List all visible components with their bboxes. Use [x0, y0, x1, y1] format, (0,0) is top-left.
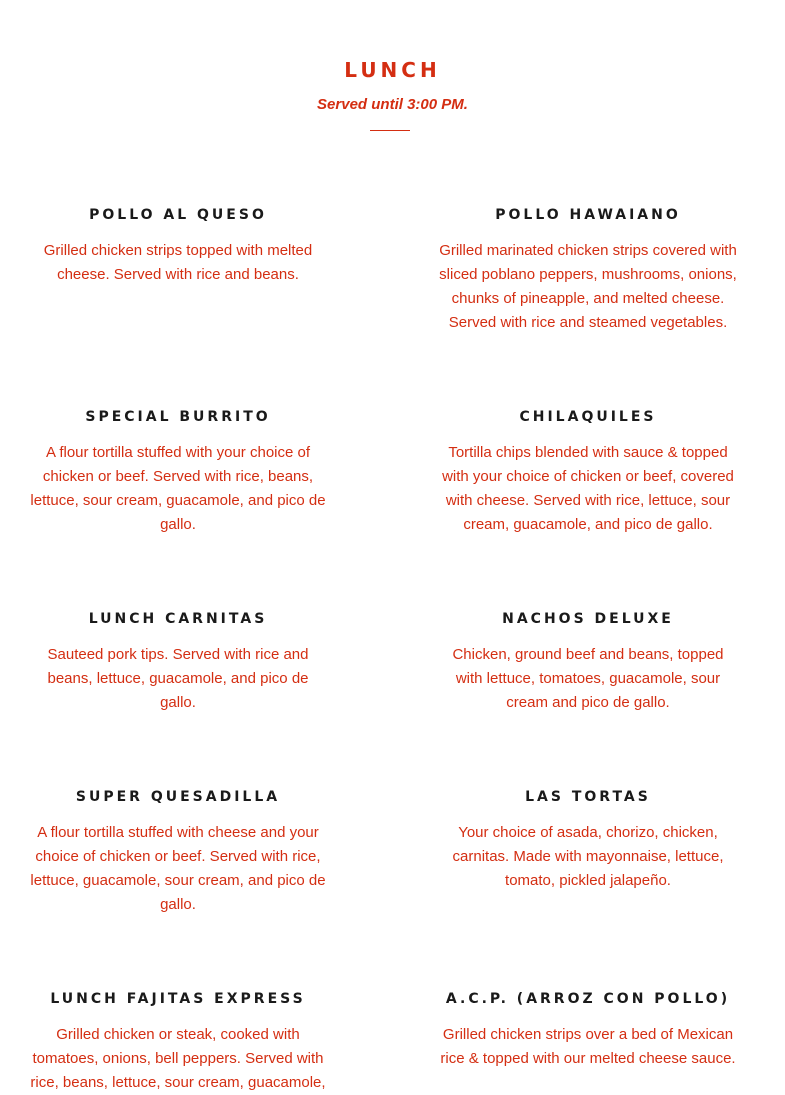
menu-item: [28, 787, 328, 917]
menu-item-description: Tortilla chips blended with sauce & topped with your choice of chicken or beef, covered with cheese. Served with rice, lettuce, sour cream, guacamole, and pico de gallo.: [442, 444, 734, 533]
menu-item: [438, 609, 738, 715]
section-title: LUNCH: [344, 58, 441, 82]
menu-item-description: Chicken, ground beef and beans, topped with lettuce, tomatoes, guacamole, sour cream and pico de gallo.: [452, 646, 724, 711]
menu-item-name: A.C.P. (ARROZ CON POLLO): [445, 991, 731, 1007]
menu-item-name: LAS TORTAS: [525, 789, 651, 805]
menu-item-name: LUNCH FAJITAS EXPRESS: [50, 991, 306, 1007]
menu-item-name: LUNCH CARNITAS: [88, 611, 268, 627]
menu-item: [438, 205, 738, 335]
menu-item: [28, 407, 328, 537]
menu-item: [28, 205, 328, 287]
section-subtitle: Served until 3:00 PM.: [317, 96, 468, 113]
menu-item-name: SPECIAL BURRITO: [85, 409, 271, 425]
menu-item-description: A flour tortilla stuffed with cheese and your choice of chicken or beef. Served with rice, lettuce, guacamole, sour cream, and pico de gallo.: [30, 824, 326, 913]
menu-item-description: Grilled marinated chicken strips covered with sliced poblano peppers, mushrooms, onions, chunks of pineapple, and melted cheese. Served with rice and steamed vegetables.: [439, 242, 737, 331]
menu-item: [28, 609, 328, 715]
menu-item-description: Your choice of asada, chorizo, chicken, carnitas. Made with mayonnaise, lettuce, tomato, pickled jalapeño.: [452, 824, 724, 889]
menu-item-description: A flour tortilla stuffed with your choice of chicken or beef. Served with rice, beans, lettuce, sour cream, guacamole, and pico de gallo.: [30, 444, 326, 533]
menu-item-name: POLLO HAWAIANO: [495, 207, 681, 223]
menu-item-name: NACHOS DELUXE: [502, 611, 674, 627]
menu-item: [28, 989, 328, 1095]
menu-item-name: CHILAQUILES: [519, 409, 657, 425]
menu-item: [438, 407, 738, 537]
menu-item: [438, 787, 738, 893]
menu-item-description: Grilled chicken strips topped with melted cheese. Served with rice and beans.: [43, 242, 313, 283]
menu-item-name: SUPER QUESADILLA: [75, 789, 281, 805]
menu-item-description: Grilled chicken strips over a bed of Mexican rice & topped with our melted cheese sauce.: [440, 1026, 736, 1067]
menu-item-name: POLLO AL QUESO: [89, 207, 267, 223]
menu-item: [438, 989, 738, 1071]
menu-item-description: Sauteed pork tips. Served with rice and beans, lettuce, guacamole, and pico de gallo.: [47, 646, 309, 711]
menu-item-description: Grilled chicken or steak, cooked with tomatoes, onions, bell peppers. Served with rice, beans, lettuce, sour cream, guacamole,: [30, 1026, 326, 1091]
title-divider: [370, 130, 410, 131]
